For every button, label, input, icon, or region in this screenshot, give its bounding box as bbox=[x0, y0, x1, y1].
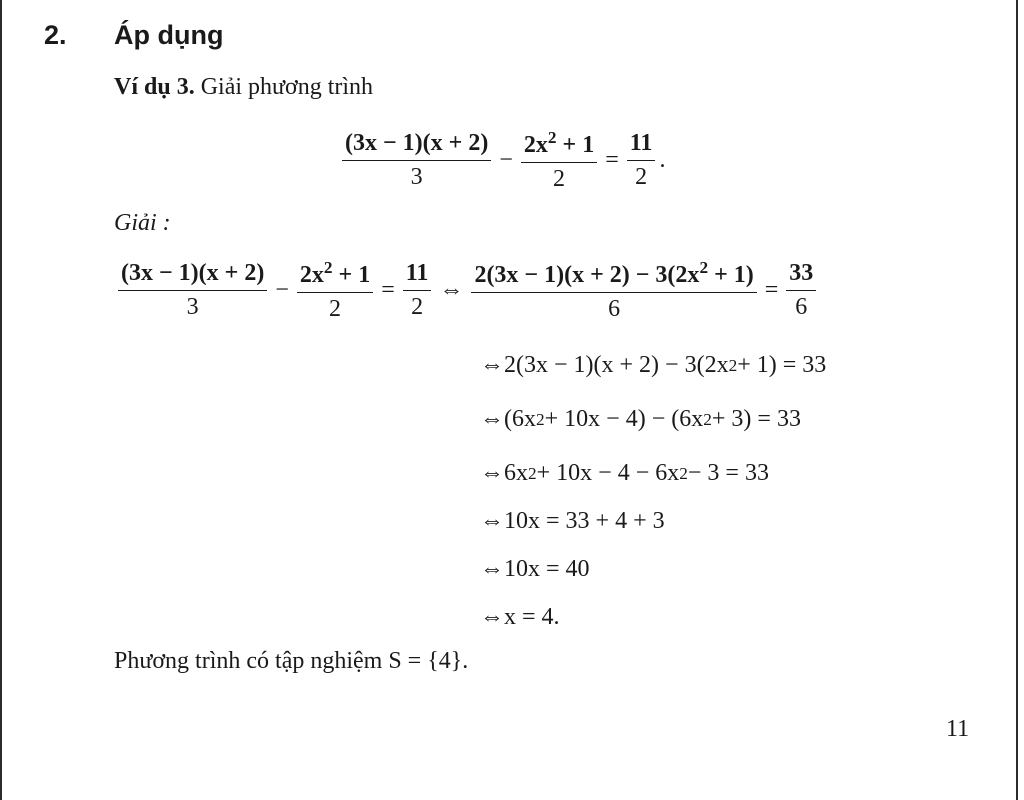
example-line bbox=[114, 74, 373, 101]
solution-line-1 bbox=[114, 258, 820, 323]
denominator: 2 bbox=[329, 295, 342, 322]
solution-step-3 bbox=[480, 406, 801, 433]
solution-step-4 bbox=[480, 460, 769, 487]
equals-sign: = bbox=[764, 277, 779, 304]
main-equation bbox=[338, 128, 665, 193]
term: + 3) = 33 bbox=[711, 406, 801, 432]
term: + 10x − 4) − (6x bbox=[544, 406, 704, 432]
solution-step-5 bbox=[480, 508, 665, 535]
example-text: Giải phương trình bbox=[200, 74, 374, 100]
section-number: 2. bbox=[44, 20, 67, 50]
numerator: 11 bbox=[627, 130, 656, 161]
fraction bbox=[521, 128, 597, 193]
term: 10x = 40 bbox=[504, 556, 590, 582]
equivalence-symbol: ⇔ bbox=[480, 508, 504, 534]
term: + 1) = 33 bbox=[737, 352, 827, 378]
denominator: 3 bbox=[186, 293, 199, 320]
equivalence-symbol: ⇔ bbox=[480, 460, 504, 486]
example-label: Ví dụ 3. bbox=[114, 74, 195, 100]
term: + 1 bbox=[556, 132, 595, 158]
solution-label: Giải : bbox=[114, 210, 171, 236]
denominator: 2 bbox=[553, 165, 566, 192]
equals-sign: = bbox=[381, 277, 395, 304]
minus-sign: − bbox=[275, 277, 289, 304]
period: . bbox=[659, 147, 666, 174]
denominator: 6 bbox=[795, 293, 808, 320]
numerator bbox=[297, 258, 373, 293]
exponent: 2 bbox=[699, 258, 709, 277]
denominator: 2 bbox=[635, 163, 648, 190]
exponent: 2 bbox=[536, 409, 545, 429]
term: + 1) bbox=[708, 262, 754, 288]
term: 2(3x − 1)(x + 2) − 3(2x bbox=[504, 352, 729, 378]
equivalence-symbol: ⇔ bbox=[480, 556, 504, 582]
exponent: 2 bbox=[728, 355, 738, 375]
term: + 10x − 4 − 6x bbox=[536, 460, 680, 486]
numerator: (3x − 1)(x + 2) bbox=[118, 260, 267, 291]
denominator: 3 bbox=[410, 163, 423, 190]
equivalence-symbol: ⇔ bbox=[480, 604, 504, 630]
term: 2x bbox=[299, 262, 324, 288]
numerator: (3x − 1)(x + 2) bbox=[342, 130, 491, 161]
page-number: 11 bbox=[946, 716, 970, 742]
numerator: 11 bbox=[403, 260, 432, 291]
fraction bbox=[786, 260, 816, 321]
exponent: 2 bbox=[679, 463, 688, 483]
exponent: 2 bbox=[323, 258, 333, 277]
equivalence-symbol: ⇔ bbox=[439, 277, 464, 304]
fraction bbox=[342, 130, 491, 191]
solution-step-7 bbox=[480, 604, 560, 631]
solution-step-2 bbox=[480, 352, 826, 379]
term: 10x = 33 + 4 + 3 bbox=[504, 508, 665, 534]
term: + 1 bbox=[332, 262, 371, 288]
term: 2x bbox=[523, 132, 548, 158]
term: 2(3x − 1)(x + 2) − 3(2x bbox=[474, 262, 700, 288]
denominator: 6 bbox=[608, 295, 621, 322]
denominator: 2 bbox=[411, 293, 424, 320]
exponent: 2 bbox=[547, 128, 557, 147]
term: − 3 = 33 bbox=[687, 460, 769, 486]
numerator bbox=[521, 128, 597, 163]
equivalence-symbol: ⇔ bbox=[480, 406, 504, 432]
conclusion: Phương trình có tập nghiệm S = {4}. bbox=[114, 648, 469, 674]
equals-sign: = bbox=[605, 147, 619, 174]
term: 6x bbox=[504, 460, 528, 486]
fraction bbox=[403, 260, 432, 321]
numerator: 33 bbox=[786, 260, 816, 291]
exponent: 2 bbox=[703, 409, 712, 429]
fraction bbox=[118, 260, 267, 321]
solution-step-6 bbox=[480, 556, 590, 583]
fraction bbox=[471, 258, 756, 323]
minus-sign: − bbox=[499, 147, 513, 174]
numerator bbox=[471, 258, 756, 293]
term: (6x bbox=[504, 406, 536, 432]
section-title: Áp dụng bbox=[114, 20, 224, 50]
fraction bbox=[297, 258, 373, 323]
equivalence-symbol: ⇔ bbox=[480, 352, 504, 378]
exponent: 2 bbox=[528, 463, 537, 483]
term: x = 4. bbox=[504, 604, 560, 630]
fraction bbox=[627, 130, 656, 191]
